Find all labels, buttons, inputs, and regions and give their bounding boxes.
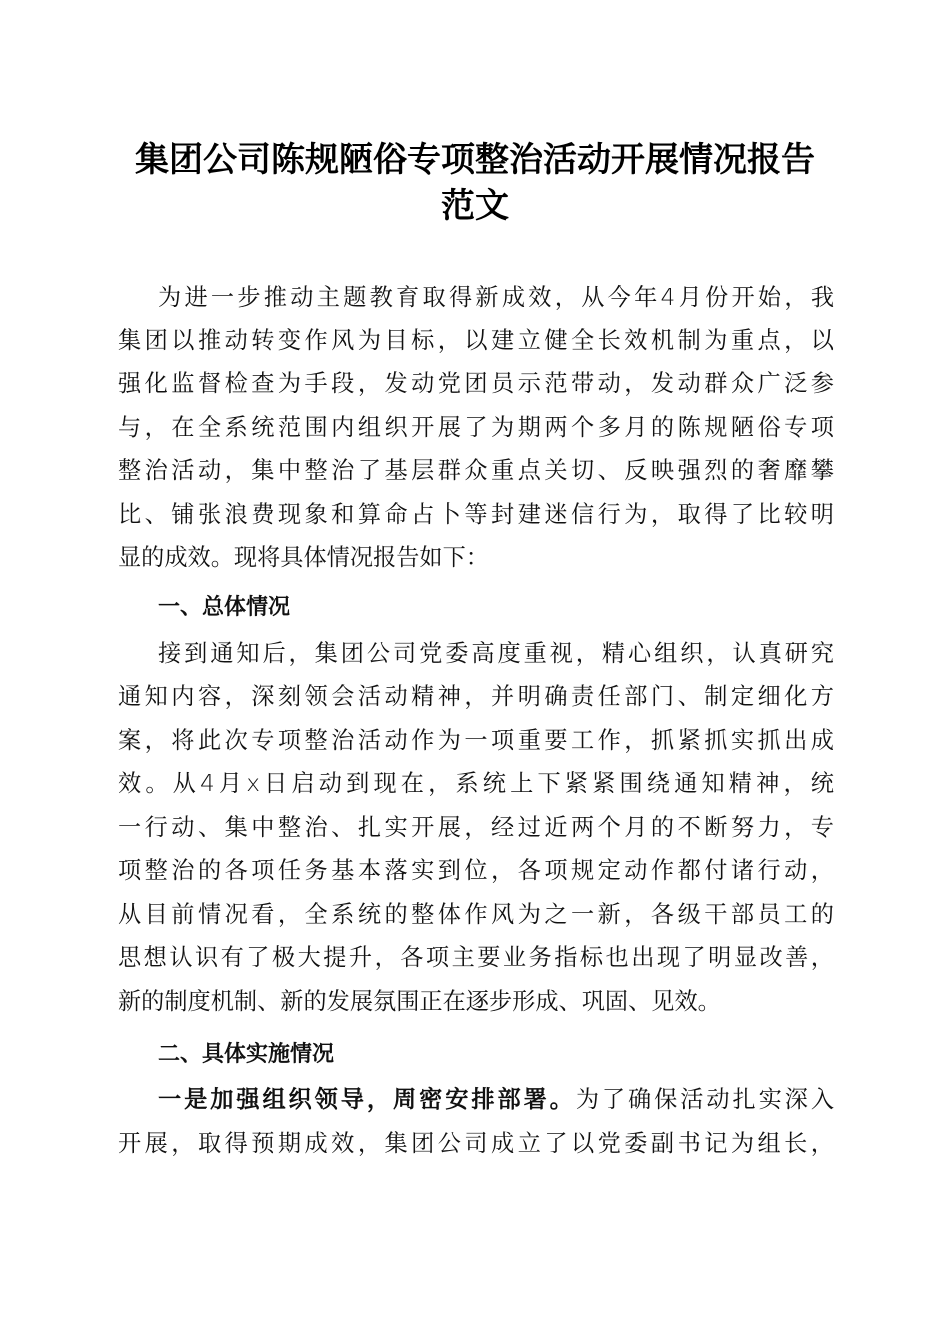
section1-line: 从目前情况看，全系统的整体作风为之一新，各级干部员工的	[118, 901, 834, 928]
intro-line: 强化监督检查为手段，发动党团员示范带动，发动群众广泛参	[118, 370, 834, 397]
section2-item1-text: 为了确保活动扎实深入	[575, 1086, 835, 1113]
section2-item1-lead: 一是加强组织领导，周密安排部署。	[158, 1086, 576, 1113]
document-title-line1: 集团公司陈规陋俗专项整治活动开展情况报告	[135, 140, 815, 180]
section1-line: 思想认识有了极大提升，各项主要业务指标也出现了明显改善，	[118, 944, 834, 971]
intro-line: 显的成效。现将具体情况报告如下：	[118, 544, 489, 571]
section-heading-overview: 一、总体情况	[158, 595, 291, 620]
section1-line: 项整治的各项任务基本落实到位，各项规定动作都付诸行动，	[118, 857, 834, 884]
section1-line: 接到通知后，集团公司党委高度重视，精心组织，认真研究	[158, 640, 834, 667]
section1-line: 效。从4月x日启动到现在，系统上下紧紧围绕通知精神，统	[118, 770, 834, 797]
section1-line: 案，将此次专项整治活动作为一项重要工作，抓紧抓实抓出成	[118, 727, 834, 754]
intro-line: 集团以推动转变作风为目标，以建立健全长效机制为重点，以	[118, 327, 834, 354]
section-heading-implementation: 二、具体实施情况	[158, 1042, 335, 1067]
document-title-line2: 范文	[441, 186, 509, 226]
intro-line: 整治活动，集中整治了基层群众重点关切、反映强烈的奢靡攀	[118, 457, 834, 484]
section1-line: 新的制度机制、新的发展氛围正在逐步形成、巩固、见效。	[118, 988, 721, 1015]
intro-line: 为进一步推动主题教育取得新成效，从今年4月份开始，我	[158, 284, 834, 311]
section2-line: 开展，取得预期成效，集团公司成立了以党委副书记为组长，	[118, 1130, 834, 1157]
section1-line: 通知内容，深刻领会活动精神，并明确责任部门、制定细化方	[118, 683, 834, 710]
section1-line: 一行动、集中整治、扎实开展，经过近两个月的不断努力，专	[118, 814, 834, 841]
intro-line: 比、铺张浪费现象和算命占卜等封建迷信行为，取得了比较明	[118, 501, 834, 528]
intro-line: 与，在全系统范围内组织开展了为期两个多月的陈规陋俗专项	[118, 414, 834, 441]
section2-item1-line	[158, 1085, 834, 1115]
